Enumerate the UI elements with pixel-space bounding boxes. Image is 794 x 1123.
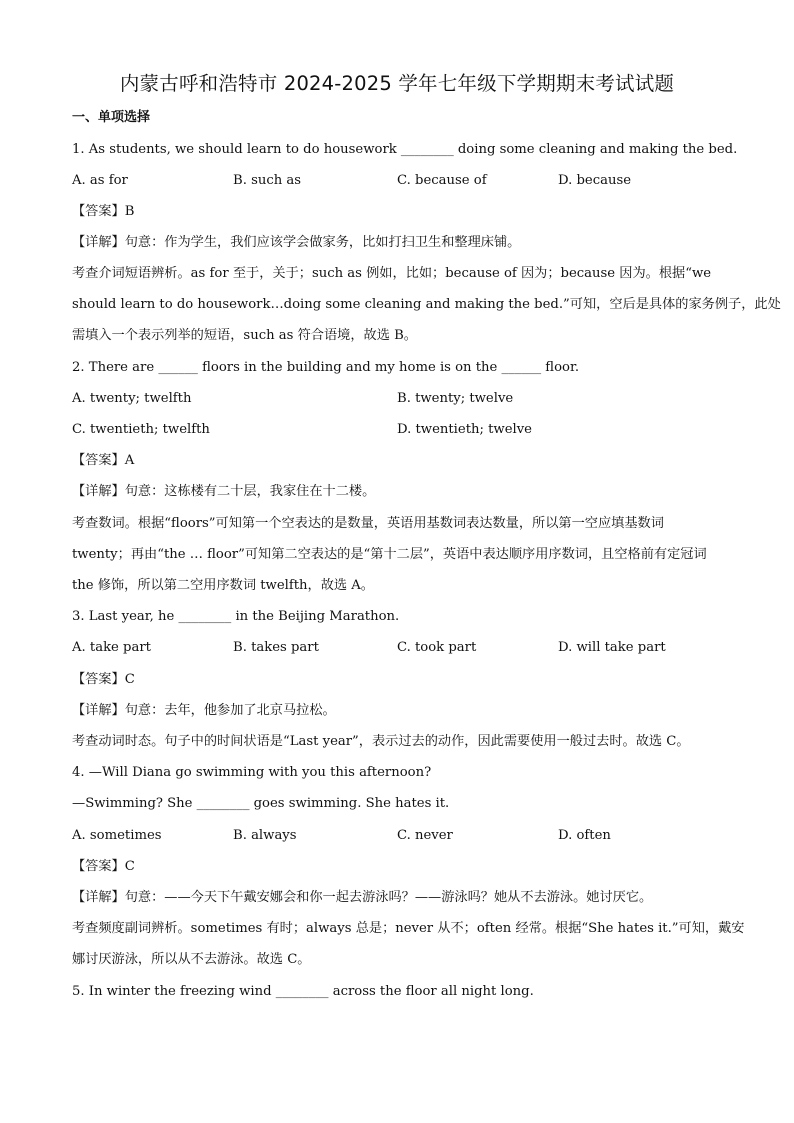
q1-option-c: C. because of — [397, 173, 487, 188]
q2-detail: 【详解】句意：这栋楼有二十层，我家住在十二楼。 — [72, 484, 376, 499]
q3-answer: 【答案】C — [72, 672, 135, 687]
q4-option-d: D. often — [558, 828, 611, 843]
q2-explanation-line: the 修饰，所以第二空用序数词 twelfth，故选 A。 — [72, 578, 374, 593]
q1-answer: 【答案】B — [72, 204, 135, 219]
q2-explanation-line: twenty；再由“the … floor”可知第二空表达的是“第十二层”，英语中表达顺序用序数词，且空格前有定冠词 — [72, 547, 707, 562]
q2-explanation-line: 考查数词。根据“floors”可知第一个空表达的是数量，英语用基数词表达数量，所以第一空应填基数词 — [72, 516, 664, 531]
q3-option-c: C. took part — [397, 640, 477, 655]
q2-option-b: B. twenty; twelve — [397, 391, 514, 406]
q2-option-a: A. twenty; twelfth — [72, 391, 192, 406]
q2-answer: 【答案】A — [72, 453, 135, 468]
q4-option-c: C. never — [397, 828, 453, 843]
q3-explanation-line: 考查动词时态。句子中的时间状语是“Last year”，表示过去的动作，因此需要使用一般过去时。故选 C。 — [72, 734, 690, 749]
q4-explanation-line: 考查频度副词辨析。sometimes 有时；always 总是；never 从不；often 经常。根据“She hates it.”可知，戴安 — [72, 921, 745, 936]
question-4-stem-reply: —Swimming? She ________ goes swimming. She hates it. — [72, 796, 450, 811]
question-5-stem: 5. In winter the freezing wind ________ across the floor all night long. — [72, 984, 534, 999]
q1-explanation-line: should learn to do housework…doing some cleaning and making the bed.”可知，空后是具体的家务例子，此处 — [72, 297, 781, 312]
q1-detail: 【详解】句意：作为学生，我们应该学会做家务，比如打扫卫生和整理床铺。 — [72, 235, 521, 250]
q1-option-d: D. because — [558, 173, 632, 188]
q4-option-a: A. sometimes — [72, 828, 162, 843]
section-heading: 一、单项选择 — [72, 110, 151, 125]
q4-answer: 【答案】C — [72, 859, 135, 874]
q4-option-b: B. always — [233, 828, 297, 843]
q3-detail: 【详解】句意：去年，他参加了北京马拉松。 — [72, 703, 336, 718]
question-4-stem: 4. —Will Diana go swimming with you this afternoon? — [72, 765, 432, 780]
q2-option-c: C. twentieth; twelfth — [72, 422, 210, 437]
q2-option-d: D. twentieth; twelve — [397, 422, 532, 437]
question-1-stem: 1. As students, we should learn to do housework ________ doing some cleaning and making the bed. — [72, 142, 738, 157]
q1-explanation-line: 需填入一个表示列举的短语，such as 符合语境，故选 B。 — [72, 328, 417, 343]
q4-detail: 【详解】句意：——今天下午戴安娜会和你一起去游泳吗？——游泳吗？她从不去游泳。她讨厌它。 — [72, 890, 653, 905]
question-2-stem: 2. There are ______ floors in the building and my home is on the ______ floor. — [72, 360, 580, 375]
q1-option-a: A. as for — [72, 173, 128, 188]
q3-option-b: B. takes part — [233, 640, 319, 655]
question-3-stem: 3. Last year, he ________ in the Beijing Marathon. — [72, 609, 400, 624]
q1-option-b: B. such as — [233, 173, 302, 188]
page-title: 内蒙古呼和浩特市 2024-2025 学年七年级下学期期末考试试题 — [119, 72, 675, 95]
q4-explanation-line: 娜讨厌游泳，所以从不去游泳。故选 C。 — [72, 952, 311, 967]
q3-option-a: A. take part — [72, 640, 151, 655]
q3-option-d: D. will take part — [558, 640, 666, 655]
q1-explanation-line: 考查介词短语辨析。as for 至于，关于；such as 例如，比如；because of 因为；because 因为。根据“we — [72, 266, 712, 281]
